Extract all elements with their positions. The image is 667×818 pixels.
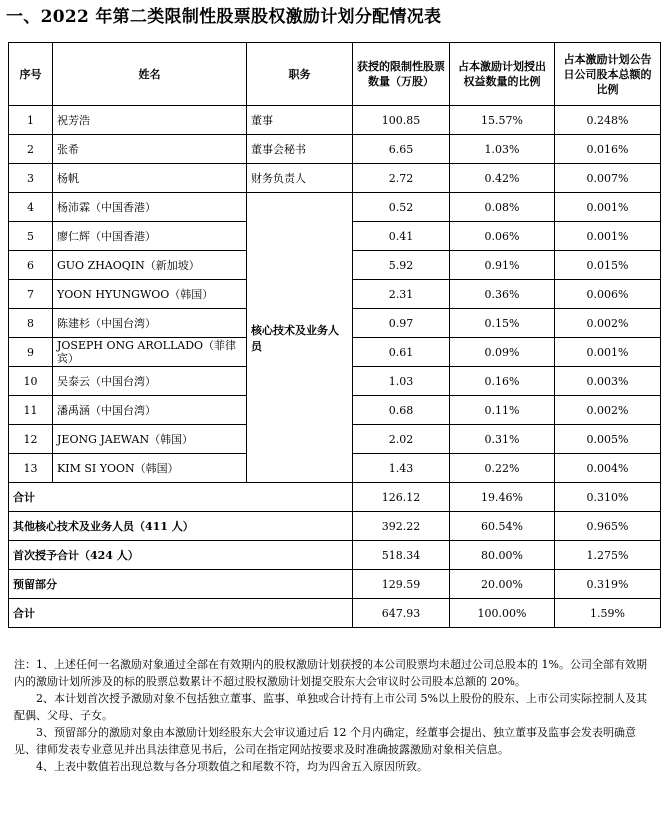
- header-pct-total: 占本激励计划公告日公司股本总额的比例: [555, 43, 661, 106]
- cell-no: 13: [9, 454, 53, 483]
- cell-pct-grant: 0.36%: [450, 280, 555, 309]
- summary-pct-total: 0.319%: [555, 570, 661, 599]
- footnote-1: 注：1、上述任何一名激励对象通过全部在有效期内的股权激励计划获授的本公司股票均未超过公司总股本的 1%。公司全部有效期内的激励计划所涉及的标的股票总数累计不超过股权激励计划提交股东大会审议时公司股本总额的 20%。: [14, 658, 647, 688]
- cell-shares: 0.52: [353, 193, 450, 222]
- cell-pct-grant: 1.03%: [450, 135, 555, 164]
- cell-no: 10: [9, 367, 53, 396]
- cell-pct-grant: 0.11%: [450, 396, 555, 425]
- cell-shares: 1.03: [353, 367, 450, 396]
- cell-shares: 2.31: [353, 280, 450, 309]
- summary-shares: 392.22: [353, 512, 450, 541]
- summary-pct-grant: 100.00%: [450, 599, 555, 628]
- cell-shares: 0.61: [353, 338, 450, 367]
- summary-label: 其他核心技术及业务人员（411 人）: [9, 512, 353, 541]
- header-name: 姓名: [53, 43, 247, 106]
- cell-position: 财务负责人: [247, 164, 353, 193]
- cell-shares: 0.97: [353, 309, 450, 338]
- cell-no: 5: [9, 222, 53, 251]
- cell-name: JEONG JAEWAN（韩国）: [53, 425, 247, 454]
- summary-row: [9, 599, 661, 628]
- header-position: 职务: [247, 43, 353, 106]
- cell-pct-total: 0.248%: [555, 106, 661, 135]
- cell-pct-total: 0.002%: [555, 396, 661, 425]
- cell-no: 8: [9, 309, 53, 338]
- cell-pct-grant: 0.42%: [450, 164, 555, 193]
- summary-pct-grant: 20.00%: [450, 570, 555, 599]
- cell-name: GUO ZHAOQIN（新加坡）: [53, 251, 247, 280]
- footnote-3: 3、预留部分的激励对象由本激励计划经股东大会审议通过后 12 个月内确定，经董事会提出、独立董事及监事会发表明确意见、律师发表专业意见并出具法律意见书后，公司在指定网站按要求及时准确披露激励对象相关信息。: [14, 726, 636, 756]
- cell-pct-grant: 0.16%: [450, 367, 555, 396]
- cell-name: 陈建杉（中国台湾）: [53, 309, 247, 338]
- allocation-table: [8, 42, 661, 628]
- summary-shares: 126.12: [353, 483, 450, 512]
- summary-row: [9, 512, 661, 541]
- cell-no: 11: [9, 396, 53, 425]
- cell-pct-total: 0.002%: [555, 309, 661, 338]
- cell-name: 杨沛霖（中国香港）: [53, 193, 247, 222]
- cell-pct-total: 0.001%: [555, 338, 661, 367]
- cell-pct-total: 0.001%: [555, 222, 661, 251]
- cell-pct-grant: 0.08%: [450, 193, 555, 222]
- header-pct-grant: 占本激励计划授出权益数量的比例: [450, 43, 555, 106]
- summary-pct-total: 0.965%: [555, 512, 661, 541]
- summary-shares: 518.34: [353, 541, 450, 570]
- cell-shares: 2.72: [353, 164, 450, 193]
- cell-pct-total: 0.007%: [555, 164, 661, 193]
- cell-no: 3: [9, 164, 53, 193]
- cell-name: 张希: [53, 135, 247, 164]
- cell-name: KIM SI YOON（韩国）: [53, 454, 247, 483]
- cell-pct-grant: 0.06%: [450, 222, 555, 251]
- summary-pct-total: 0.310%: [555, 483, 661, 512]
- summary-row: [9, 483, 661, 512]
- cell-pct-grant: 15.57%: [450, 106, 555, 135]
- page-title: 一、2022 年第二类限制性股票股权激励计划分配情况表: [6, 7, 442, 27]
- cell-name: 潘禹涵（中国台湾）: [53, 396, 247, 425]
- cell-no: 12: [9, 425, 53, 454]
- cell-pct-total: 0.006%: [555, 280, 661, 309]
- summary-pct-grant: 80.00%: [450, 541, 555, 570]
- summary-shares: 129.59: [353, 570, 450, 599]
- cell-pct-total: 0.001%: [555, 193, 661, 222]
- cell-shares: 100.85: [353, 106, 450, 135]
- cell-pct-total: 0.003%: [555, 367, 661, 396]
- cell-name: YOON HYUNGWOO（韩国）: [53, 280, 247, 309]
- cell-pct-grant: 0.09%: [450, 338, 555, 367]
- cell-no: 4: [9, 193, 53, 222]
- table-row: [9, 106, 661, 135]
- cell-name: JOSEPH ONG AROLLADO（菲律宾）: [53, 338, 247, 367]
- cell-name: 祝芳浩: [53, 106, 247, 135]
- cell-pct-grant: 0.31%: [450, 425, 555, 454]
- cell-pct-grant: 0.22%: [450, 454, 555, 483]
- cell-pct-total: 0.015%: [555, 251, 661, 280]
- cell-position: 董事: [247, 106, 353, 135]
- summary-row: [9, 541, 661, 570]
- cell-pct-total: 0.016%: [555, 135, 661, 164]
- cell-pct-total: 0.004%: [555, 454, 661, 483]
- cell-position-merged: 核心技术及业务人员: [247, 193, 353, 483]
- cell-name: 杨帆: [53, 164, 247, 193]
- table-header-row: [9, 43, 661, 106]
- cell-no: 7: [9, 280, 53, 309]
- cell-shares: 1.43: [353, 454, 450, 483]
- cell-name: 吴泰云（中国台湾）: [53, 367, 247, 396]
- footnote-4: 4、上表中数值若出现总数与各分项数值之和尾数不符，均为四舍五入原因所致。: [36, 760, 428, 773]
- summary-pct-grant: 19.46%: [450, 483, 555, 512]
- header-no: 序号: [9, 43, 53, 106]
- table-row: [9, 135, 661, 164]
- cell-position: 董事会秘书: [247, 135, 353, 164]
- cell-pct-grant: 0.15%: [450, 309, 555, 338]
- cell-shares: 6.65: [353, 135, 450, 164]
- summary-label: 首次授予合计（424 人）: [9, 541, 353, 570]
- cell-name: 廖仁辉（中国香港）: [53, 222, 247, 251]
- header-shares: 获授的限制性股票数量（万股）: [353, 43, 450, 106]
- table-row: [9, 164, 661, 193]
- cell-no: 1: [9, 106, 53, 135]
- cell-shares: 0.41: [353, 222, 450, 251]
- cell-no: 2: [9, 135, 53, 164]
- summary-pct-total: 1.275%: [555, 541, 661, 570]
- summary-shares: 647.93: [353, 599, 450, 628]
- cell-no: 9: [9, 338, 53, 367]
- cell-shares: 2.02: [353, 425, 450, 454]
- footnotes: [14, 656, 654, 775]
- footnote-2: 2、本计划首次授予激励对象不包括独立董事、监事、单独或合计持有上市公司 5%以上股份的股东、上市公司实际控制人及其配偶、父母、子女。: [14, 692, 647, 722]
- table-row: [9, 193, 661, 222]
- summary-pct-total: 1.59%: [555, 599, 661, 628]
- cell-pct-total: 0.005%: [555, 425, 661, 454]
- summary-label: 合计: [9, 599, 353, 628]
- cell-shares: 0.68: [353, 396, 450, 425]
- cell-shares: 5.92: [353, 251, 450, 280]
- cell-pct-grant: 0.91%: [450, 251, 555, 280]
- cell-no: 6: [9, 251, 53, 280]
- summary-pct-grant: 60.54%: [450, 512, 555, 541]
- summary-row: [9, 570, 661, 599]
- summary-label: 预留部分: [9, 570, 353, 599]
- summary-label: 合计: [9, 483, 353, 512]
